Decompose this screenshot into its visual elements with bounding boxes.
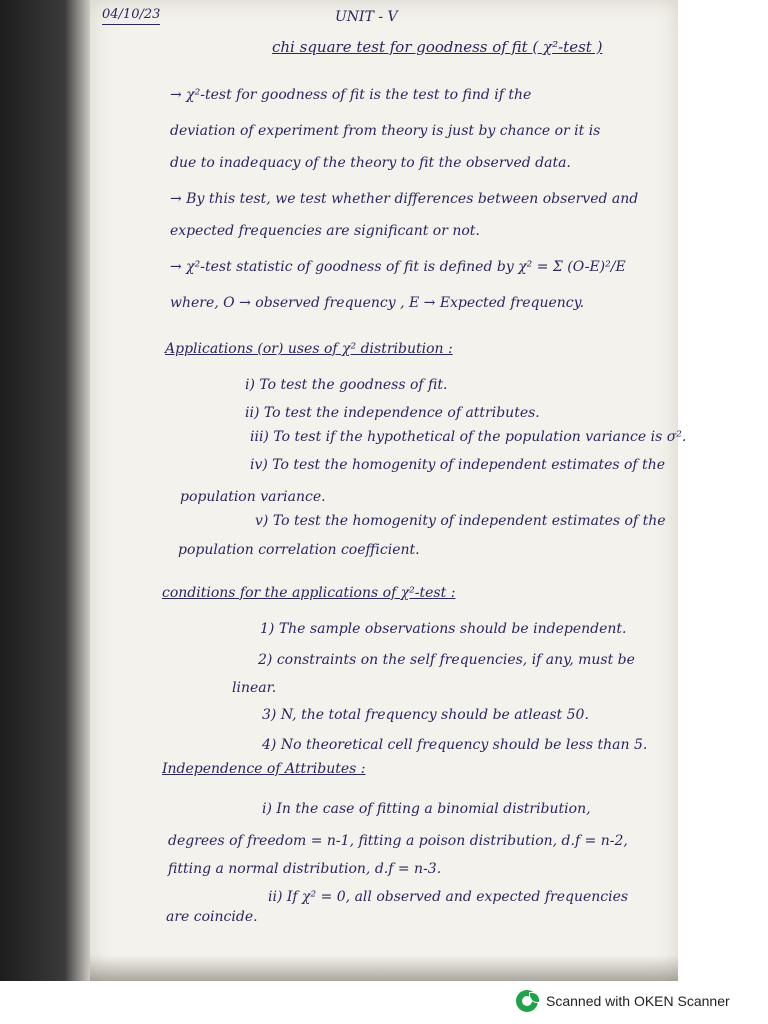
scanner-watermark-text: Scanned with OKEN Scanner <box>546 993 730 1009</box>
condition-item: 3) N, the total frequency should be atleast 50. <box>262 707 589 723</box>
intro-line: due to inadequacy of the theory to fit the observed data. <box>170 155 571 171</box>
conditions-heading: conditions for the applications of χ²-test : <box>162 585 456 601</box>
independence-line: i) In the case of fitting a binomial distribution, <box>262 801 591 817</box>
independence-line: degrees of freedom = n-1, fitting a poison distribution, d.f = n-2, <box>168 833 628 849</box>
application-item: iv) To test the homogenity of independent estimates of the <box>250 457 665 473</box>
application-item: i) To test the goodness of fit. <box>245 377 448 393</box>
page-bottom-shadow <box>90 955 678 981</box>
condition-item: 2) constraints on the self frequencies, if any, must be <box>258 652 635 668</box>
independence-line: fitting a normal distribution, d.f = n-3. <box>168 861 442 877</box>
date-label: 04/10/23 <box>102 6 160 25</box>
applications-heading: Applications (or) uses of χ² distribution : <box>165 341 453 357</box>
scanner-watermark <box>516 990 730 1012</box>
intro-line: → χ²-test for goodness of fit is the test to find if the <box>170 87 532 103</box>
independence-heading: Independence of Attributes : <box>162 761 366 777</box>
condition-item: 4) No theoretical cell frequency should be less than 5. <box>262 737 648 753</box>
page-title: chi square test for goodness of fit ( χ²-test ) <box>272 38 603 56</box>
intro-line: where, O → observed frequency , E → Expected frequency. <box>170 295 585 311</box>
oken-scanner-logo-icon <box>516 990 538 1012</box>
condition-item: 1) The sample observations should be independent. <box>260 621 627 637</box>
condition-item: linear. <box>232 680 277 696</box>
application-item: population variance. <box>180 489 326 505</box>
application-item: iii) To test if the hypothetical of the population variance is σ². <box>250 429 687 445</box>
intro-line: expected frequencies are significant or not. <box>170 223 480 239</box>
application-item: v) To test the homogenity of independent estimates of the <box>255 513 666 529</box>
scan-edge-shadow <box>0 0 92 981</box>
independence-line: are coincide. <box>166 909 258 925</box>
application-item: population correlation coefficient. <box>178 542 420 558</box>
independence-line: ii) If χ² = 0, all observed and expected frequencies <box>268 889 629 905</box>
unit-label: UNIT - V <box>335 9 398 25</box>
intro-line: → χ²-test statistic of goodness of fit is defined by χ² = Σ (O-E)²/E <box>170 259 626 275</box>
intro-line: deviation of experiment from theory is just by chance or it is <box>170 123 601 139</box>
application-item: ii) To test the independence of attributes. <box>245 405 540 421</box>
intro-line: → By this test, we test whether differences between observed and <box>170 191 639 207</box>
